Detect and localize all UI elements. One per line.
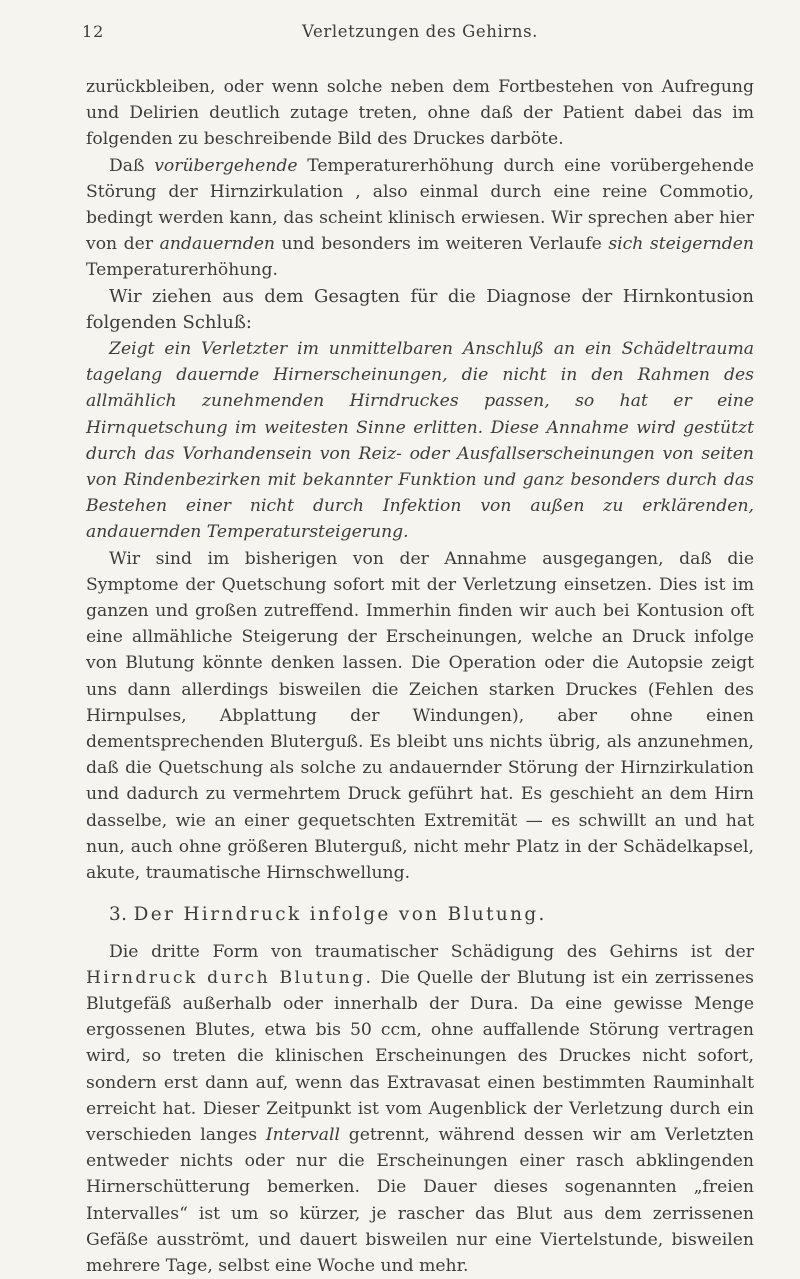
paragraph-continuation: zurückbleiben, oder wenn solche neben dem Fortbestehen von Aufregung und Delirien deutlich zutage treten, ohne daß der Patient dabei das im folgenden zu beschreibende Bild des Druckes darböte. xyxy=(86,74,754,153)
emphasis-vorubergehende: vorübergehende xyxy=(154,156,297,176)
section-number: 3. xyxy=(109,904,127,925)
book-page xyxy=(86,22,754,1279)
paragraph-diagnosis-rule: Zeigt ein Verletzter im unmittelbaren Anschluß an ein Schädeltrauma tagelang dauernde Hirnerscheinungen, die nicht in den Rahmen des allmählich zunehmenden Hirndruckes passen, so hat er eine Hirnquetschung im weitesten Sinne erlitten. Diese Annahme wird gestützt durch das Vorhandensein von Reiz- oder Ausfallserscheinungen von seiten von Rindenbezirken mit bekannter Funktion und ganz besonders durch das Bestehen einer nicht durch Infektion von außen zu erklärenden, andauernden Temperatursteigerung. xyxy=(86,336,754,546)
paragraph-hirndruck xyxy=(86,939,754,1279)
text-run: Temperaturerhöhung. xyxy=(86,260,278,280)
text-run: und besonders im weiteren Verlaufe xyxy=(275,234,608,254)
text-run: Die Quelle der Blutung ist ein zerrissenes Blutgefäß außerhalb oder innerhalb der Dura. Da eine gewisse Menge ergossenen Blutes, etwa bis 50 ccm, ohne auffallende Störung vertragen wird, so treten die klinischen Erscheinungen des Druckes nicht sofort, sondern erst dann auf, wenn das Extravasat einen bestimmten Rauminhalt erreicht hat. Dieser Zeitpunkt ist vom Augenblick der Verletzung durch ein verschieden langes xyxy=(86,968,754,1145)
section-title: Der Hirndruck infolge von Blutung. xyxy=(134,904,547,925)
emphasis-sich-steigernden: sich steigernden xyxy=(608,234,754,254)
paragraph-temperature xyxy=(86,153,754,284)
body-text xyxy=(86,74,754,1279)
text-run: Temperaturerhöhung durch eine vorübergehende Störung der Hirnzirkulation , also einmal durch eine reine Commotio, bedingt werden kann, das scheint klinisch erwiesen. Wir sprechen aber hier von der xyxy=(86,156,754,255)
paragraph-conclusion-intro: Wir ziehen aus dem Gesagten für die Diagnose der Hirnkontusion folgenden Schluß: xyxy=(86,284,754,336)
paragraph-contusion-swelling: Wir sind im bisherigen von der Annahme ausgegangen, daß die Symptome der Quetschung sofort mit der Verletzung einsetzen. Dies ist im ganzen und großen zutreffend. Immerhin finden wir auch bei Kontusion oft eine allmähliche Steigerung der Erscheinungen, welche an Druck infolge von Blutung könnte denken lassen. Die Operation oder die Autopsie zeigt uns dann allerdings bisweilen die Zeichen starken Druckes (Fehlen des Hirnpulses, Abplattung der Windungen), aber ohne einen dementsprechenden Bluterguß. Es bleibt uns nichts übrig, als anzunehmen, daß die Quetschung als solche zu andauernder Störung der Hirnzirkulation und dadurch zu vermehrtem Druck geführt hat. Es geschieht an dem Hirn dasselbe, wie an einer gequetschten Extremität — es schwillt an und hat nun, auch ohne größeren Bluterguß, nicht mehr Platz in der Schädelkapsel, akute, traumatische Hirnschwellung. xyxy=(86,546,754,887)
text-run: Daß xyxy=(109,156,154,176)
emphasis-andauernden: andauernden xyxy=(160,234,275,254)
emphasis-intervall: Intervall xyxy=(266,1125,340,1145)
text-run: getrennt, während dessen wir am Verletzten entweder nichts oder nur die Erscheinungen einer rasch abklingenden Hirnerschütterung bemerken. Die Dauer dieses sogenannten „freien Intervalles“ ist um so kürzer, je rascher das Blut aus dem zerrissenen Gefäße ausströmt, und dauert bisweilen nur eine Viertelstunde, bisweilen mehrere Tage, selbst eine Woche und mehr. xyxy=(86,1125,754,1276)
running-head: Verletzungen des Gehirns. xyxy=(86,22,754,41)
page-number: 12 xyxy=(82,22,104,41)
page-header xyxy=(86,22,754,52)
emphasis-hirndruck-durch-blutung: Hirndruck durch Blutung. xyxy=(86,968,373,988)
text-run: Die dritte Form von traumatischer Schädigung des Gehirns ist der xyxy=(109,942,754,962)
section-heading xyxy=(86,902,754,928)
